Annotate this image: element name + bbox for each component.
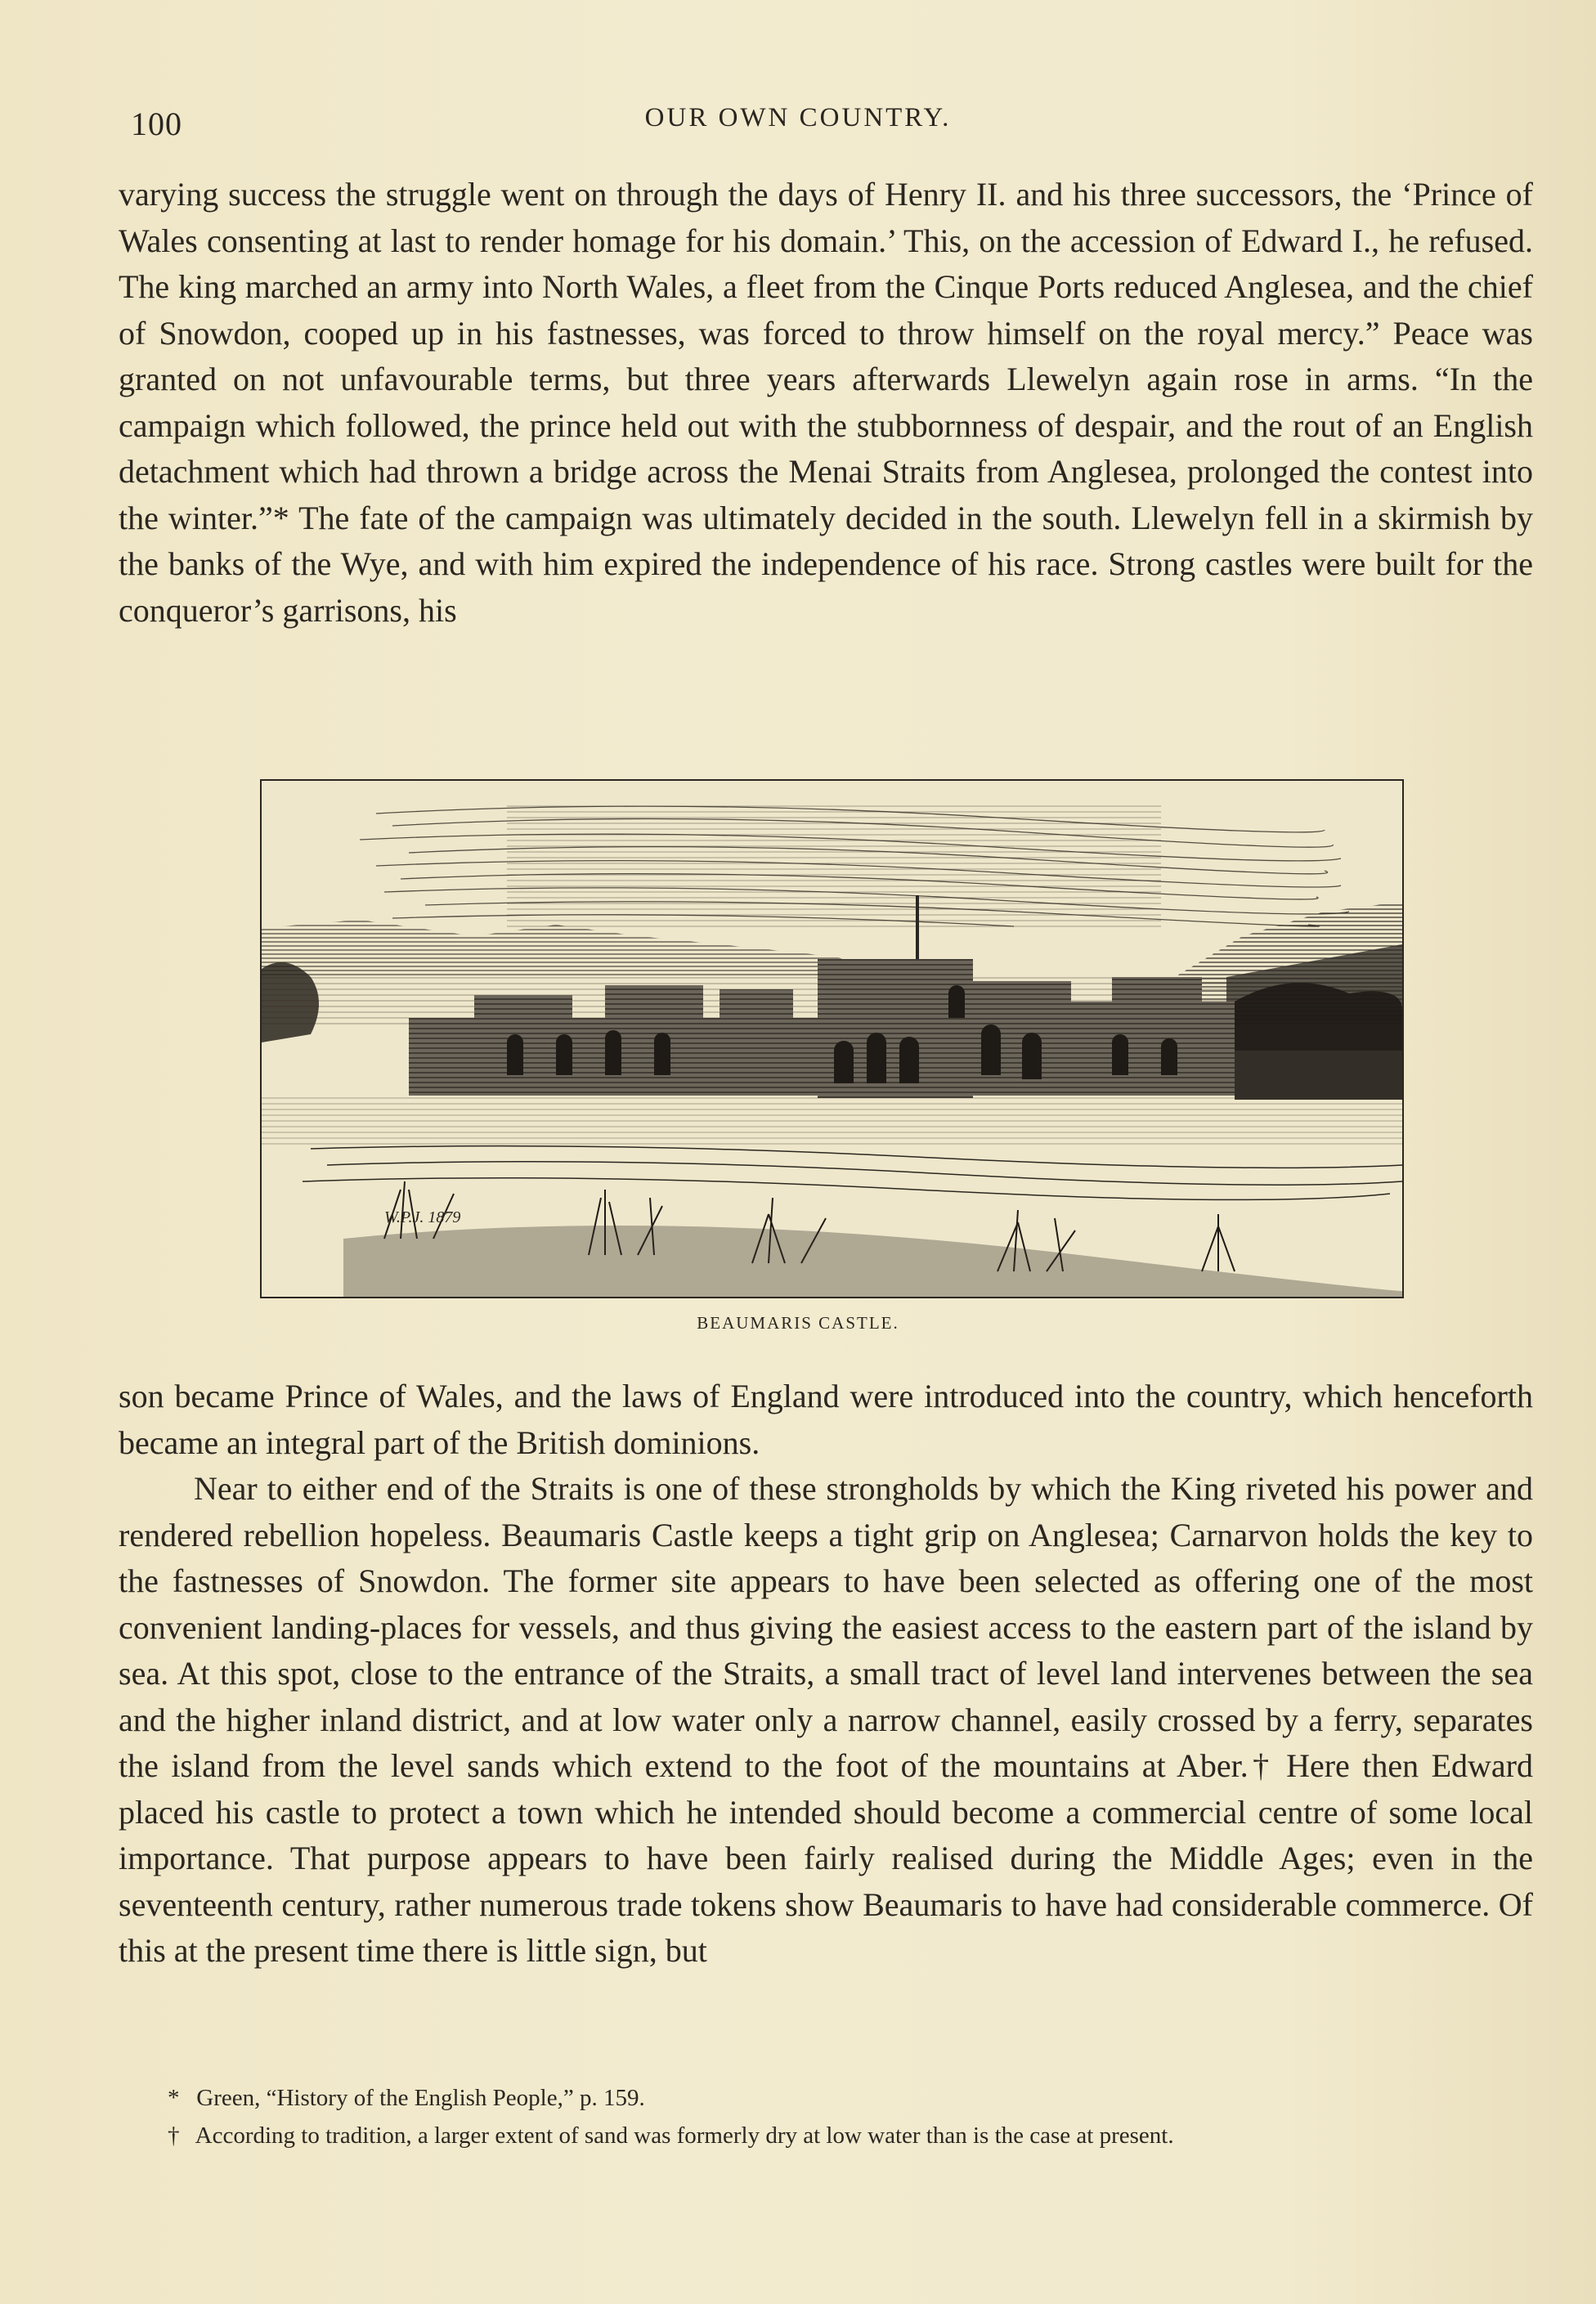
body-text-top	[119, 172, 1533, 634]
paragraph: varying success the struggle went on through the days of Henry II. and his three successors, the ‘Prince of Wales consenting at last to render homage for his domain.’ This, on the accession of Edward I., he refused. The king marched an army into North Wales, a fleet from the Cinque Ports reduced Anglesea, and the chief of Snowdon, cooped up in his fastnesses, was forced to throw himself on the royal mercy.” Peace was granted on not unfavourable terms, but three years afterwards Llewelyn again rose in arms. “In the campaign which followed, the prince held out with the stubbornness of despair, and the rout of an English detachment which had thrown a bridge across the Menai Straits from Anglesea, prolonged the contest into the winter.”* The fate of the campaign was ultimately decided in the south. Llewelyn fell in a skirmish by the banks of the Wye, and with him expired the independence of his race. Strong castles were built for the conqueror’s garrisons, his	[119, 176, 1533, 629]
footnotes	[168, 2085, 1558, 2160]
paragraph: Near to either end of the Straits is one of these strongholds by which the King riveted his power and rendered rebellion hopeless. Beaumaris Castle keeps a tight grip on Anglesea; Carnarvon holds the key to the fastnesses of Snowdon. The former site appears to have been selected as offering one of the most convenient landing-places for vessels, and thus giving the easiest access to the eastern part of the island by sea. At this spot, close to the entrance of the Straits, a small tract of level land intervenes between the sea and the higher inland district, and at low water only a narrow channel, easily crossed by a ferry, separates the island from the level sands which extend to the foot of the mountains at Aber.† Here then Edward placed his castle to protect a town which he intended should become a commercial centre of some local importance. That purpose appears to have been fairly realised during the Middle Ages; even in the seventeenth century, rather numerous trade tokens show Beaumaris to have had considerable commerce. Of this at the present time there is little sign, but	[119, 1470, 1533, 1969]
engraving-illustration	[260, 779, 1404, 1298]
footnote-mark: *	[168, 2085, 180, 2111]
figure-caption: BEAUMARIS CASTLE.	[697, 1313, 899, 1333]
footnote	[168, 2085, 1558, 2111]
page-header	[0, 96, 1596, 146]
paragraph: son became Prince of Wales, and the laws of England were introduced into the country, which henceforth became an integral part of the British dominions.	[119, 1378, 1533, 1461]
footnote-mark: †	[168, 2122, 180, 2149]
castle-engraving	[262, 781, 1402, 1297]
page-number: 100	[131, 105, 182, 142]
engraver-mark: W.P.J. 1879	[384, 1208, 461, 1226]
footnote-text: Green, “History of the English People,” p. 159.	[196, 2085, 645, 2111]
footnote	[168, 2122, 1558, 2149]
running-title: OUR OWN COUNTRY.	[644, 103, 952, 132]
footnote-text: According to tradition, a larger extent of sand was formerly dry at low water than is the case at present.	[195, 2122, 1174, 2149]
body-text-bottom	[119, 1374, 1533, 1975]
